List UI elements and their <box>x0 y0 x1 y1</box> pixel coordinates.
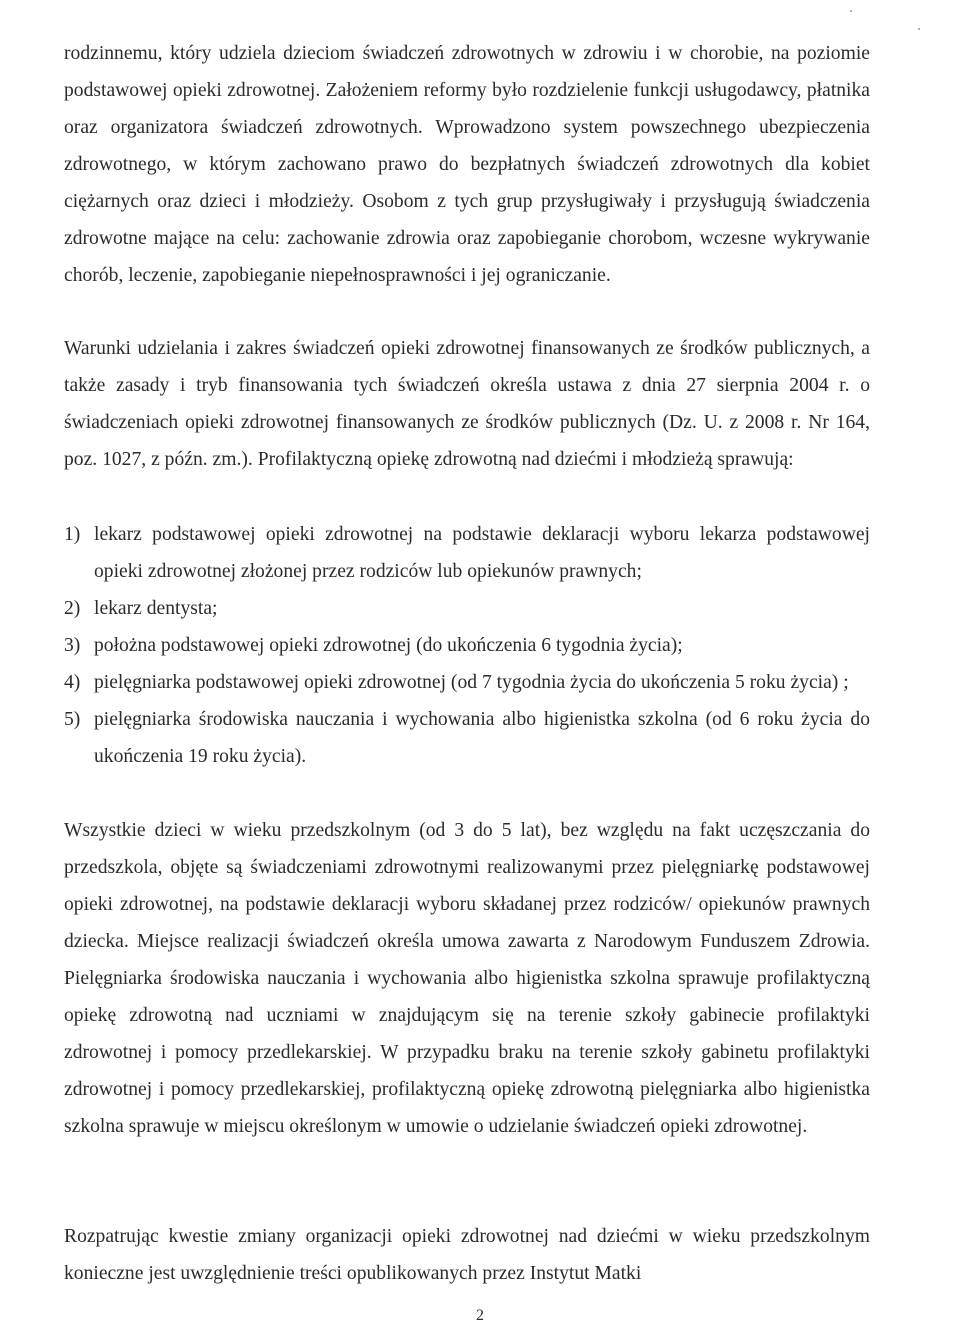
paragraph-intro <box>64 35 870 294</box>
list-item <box>64 516 870 590</box>
list-item-number: 1) <box>64 524 81 545</box>
scan-speck <box>850 10 852 12</box>
list-item-number: 3) <box>64 635 81 656</box>
list-item <box>64 627 870 664</box>
care-providers-list <box>64 516 870 775</box>
paragraph-conclusion <box>64 1218 870 1292</box>
list-item-number: 4) <box>64 672 81 693</box>
paragraph-preschool <box>64 812 870 1145</box>
page-number: 2 <box>476 1307 484 1324</box>
paragraph-text: Rozpatrując kwestie zmiany organizacji opieki zdrowotnej nad dziećmi w wieku przedszkolnym konieczne jest uwzględnienie treści opublikowanych przez Instytut Matki <box>64 1226 870 1284</box>
list-item-text: lekarz podstawowej opieki zdrowotnej na podstawie deklaracji wyboru lekarza podstawowej opieki zdrowotnej złożonej przez rodziców lub opiekunów prawnych; <box>94 524 870 582</box>
list-item-text: położna podstawowej opieki zdrowotnej (do ukończenia 6 tygodnia życia); <box>94 635 683 656</box>
list-item-number: 5) <box>64 709 81 730</box>
list-item <box>64 590 870 627</box>
list-item <box>64 701 870 775</box>
list-item-text: pielęgniarka podstawowej opieki zdrowotnej (od 7 tygodnia życia do ukończenia 5 roku życia) ; <box>94 672 849 693</box>
paragraph-text: Warunki udzielania i zakres świadczeń opieki zdrowotnej finansowanych ze środków publicznych, a także zasady i tryb finansowania tych świadczeń określa ustawa z dnia 27 sierpnia 2004 r. o świadczeniach opieki zdrowotnej finansowanych ze środków publicznych (Dz. U. z 2008 r. Nr 164, poz. 1027, z późn. zm.). Profilaktyczną opiekę zdrowotną nad dziećmi i młodzieżą sprawują: <box>64 338 870 470</box>
paragraph-text: Wszystkie dzieci w wieku przedszkolnym (od 3 do 5 lat), bez względu na fakt uczęszczania do przedszkola, objęte są świadczeniami zdrowotnymi realizowanymi przez pielęgniarkę podstawowej opieki zdrowotnej, na podstawie deklaracji wyboru składanej przez rodziców/ opiekunów prawnych dziecka. Miejsce realizacji świadczeń określa umowa zawarta z Narodowym Funduszem Zdrowia. Pielęgniarka środowiska nauczania i wychowania albo higienistka szkolna sprawuje profilaktyczną opiekę zdrowotną nad uczniami w znajdującym się na terenie szkoły gabinecie profilaktyki zdrowotnej i pomocy przedlekarskiej. W przypadku braku na terenie szkoły gabinetu profilaktyki zdrowotnej i pomocy przedlekarskiej, profilaktyczną opiekę zdrowotną pielęgniarka albo higienistka szkolna sprawuje w miejscu określonym w umowie o udzielanie świadczeń opieki zdrowotnej. <box>64 820 870 1137</box>
list-item-text: pielęgniarka środowiska nauczania i wychowania albo higienistka szkolna (od 6 roku życia do ukończenia 19 roku życia). <box>94 709 870 767</box>
list-item-text: lekarz dentysta; <box>94 598 218 619</box>
list-item-number: 2) <box>64 598 81 619</box>
paragraph-law <box>64 330 870 478</box>
scan-speck <box>918 28 920 30</box>
paragraph-text: rodzinnemu, który udziela dzieciom świadczeń zdrowotnych w zdrowiu i w chorobie, na poziomie podstawowej opieki zdrowotnej. Założeniem reformy było rozdzielenie funkcji usługodawcy, płatnika oraz organizatora świadczeń zdrowotnych. Wprowadzono system powszechnego ubezpieczenia zdrowotnego, w którym zachowano prawo do bezpłatnych świadczeń zdrowotnych dla kobiet ciężarnych oraz dzieci i młodzieży. Osobom z tych grup przysługiwały i przysługują świadczenia zdrowotne mające na celu: zachowanie zdrowia oraz zapobieganie chorobom, wczesne wykrywanie chorób, leczenie, zapobieganie niepełnosprawności i jej ograniczanie. <box>64 43 870 286</box>
list-item <box>64 664 870 701</box>
